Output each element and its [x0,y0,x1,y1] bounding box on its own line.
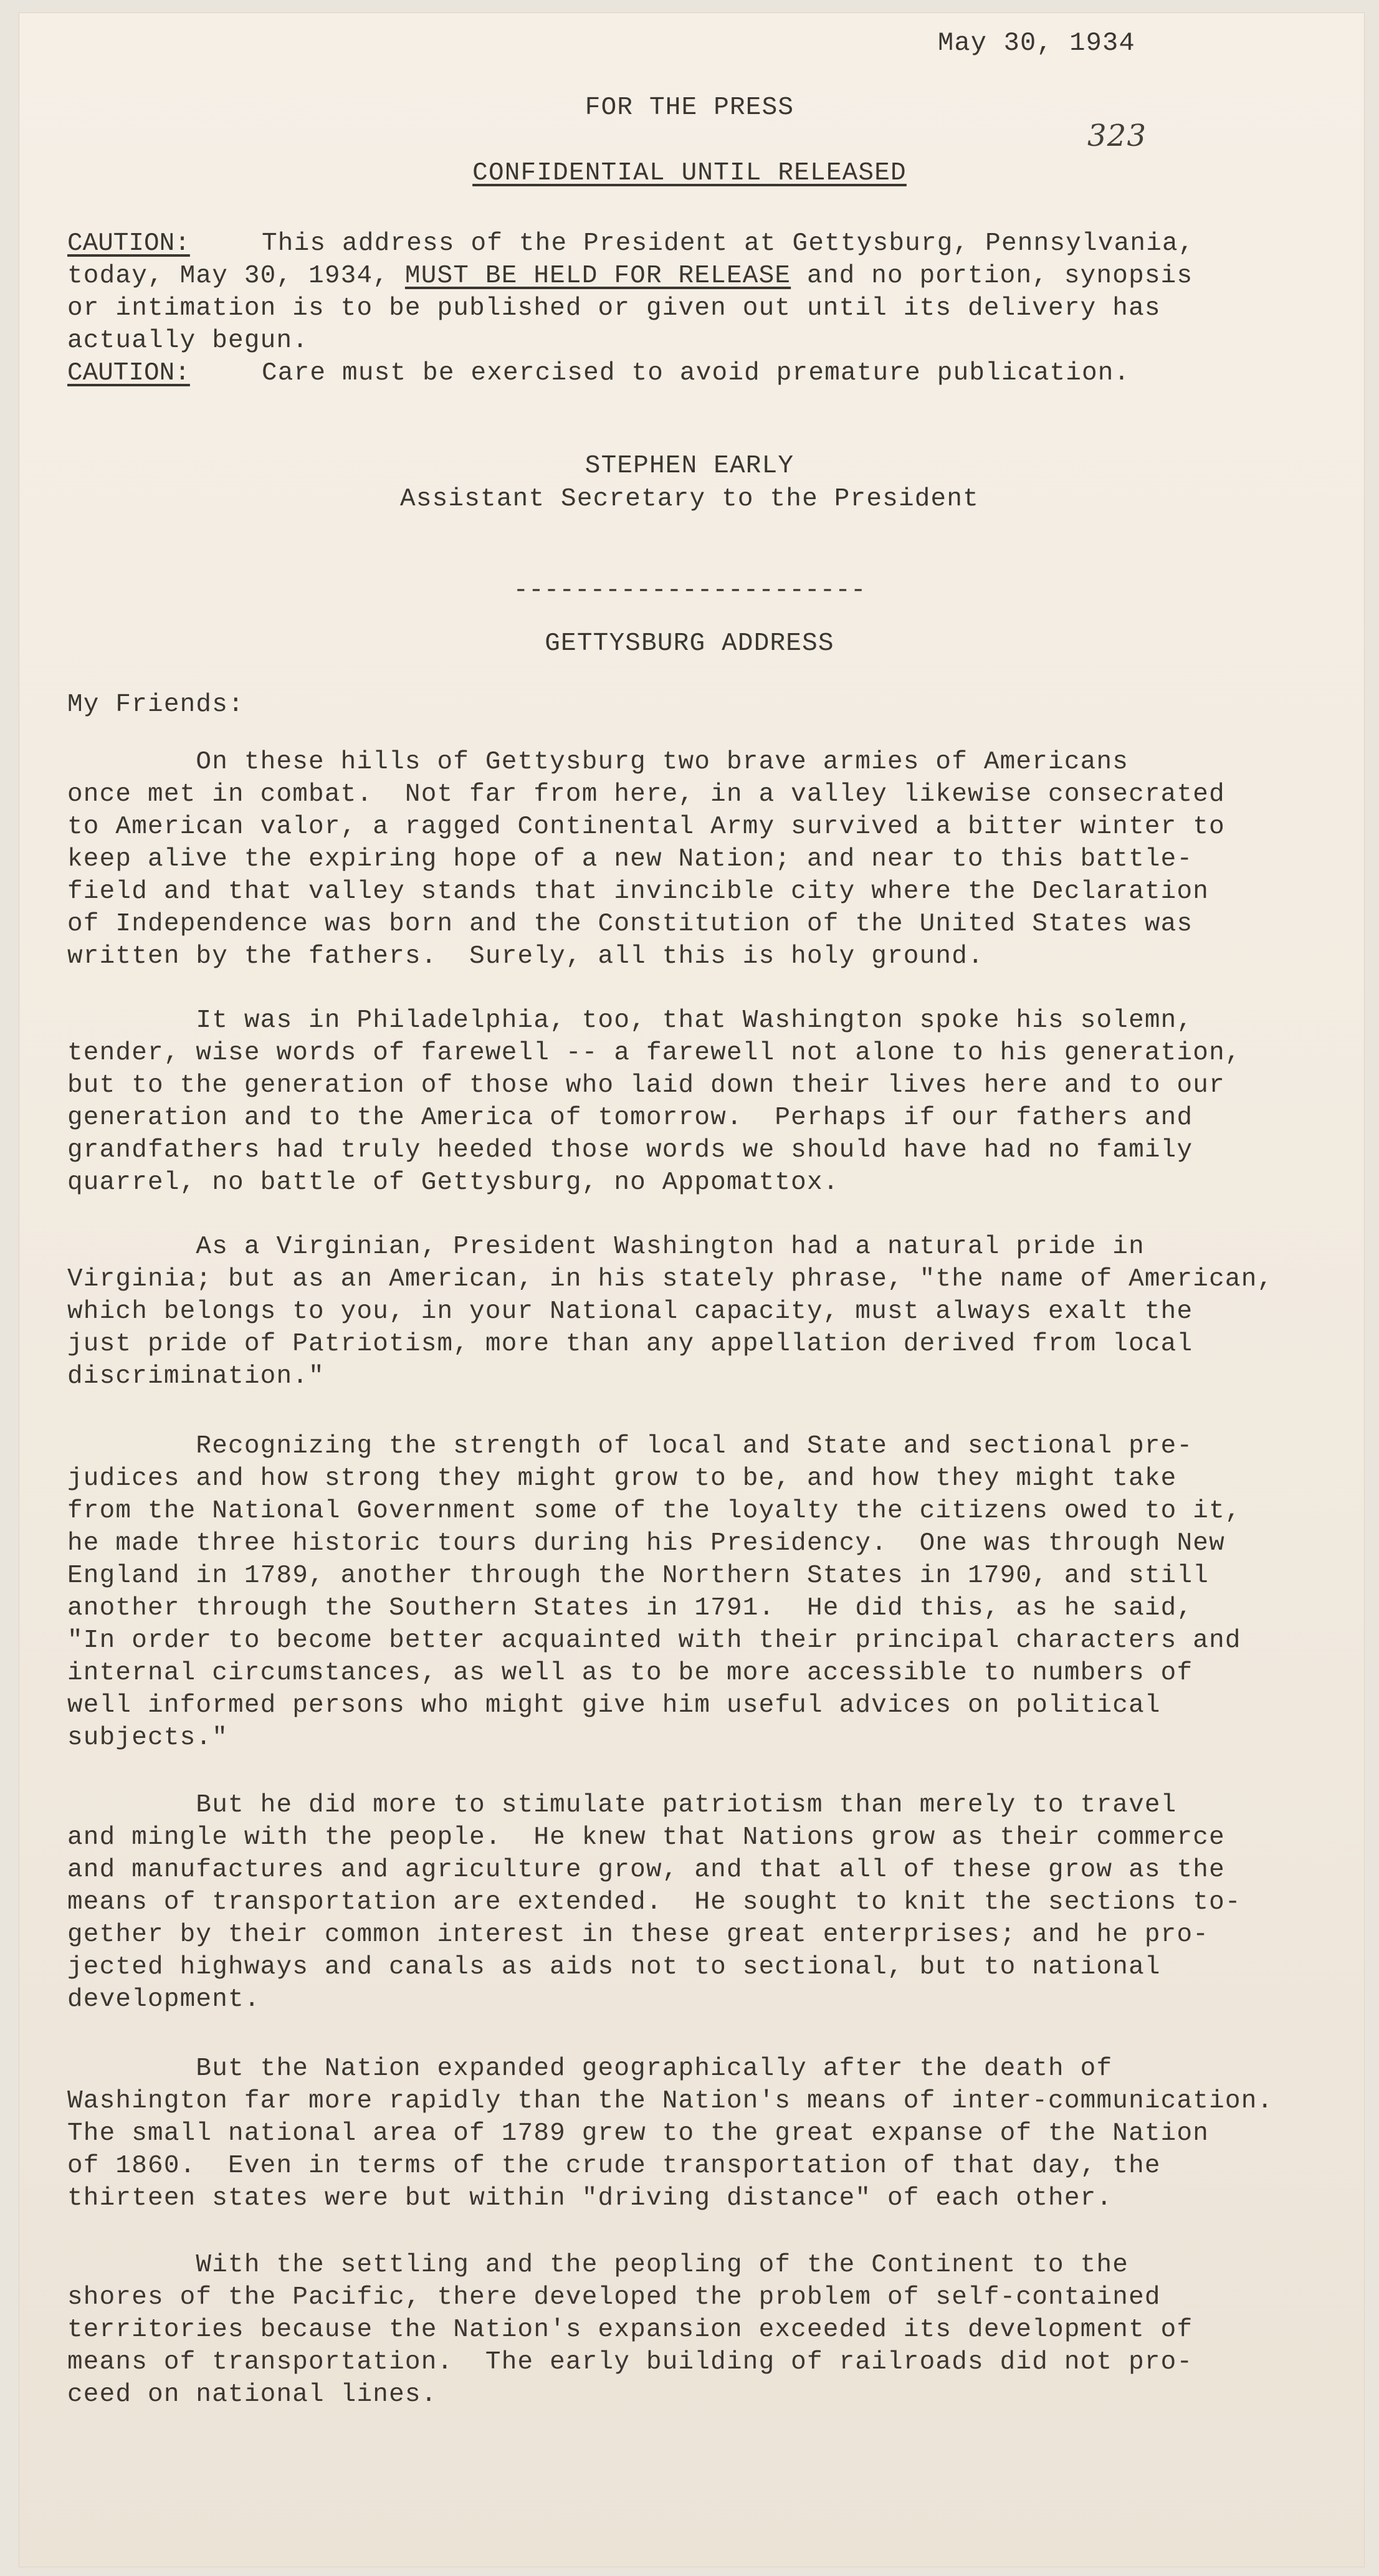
paragraph-2-line-3: but to the generation of those who laid down their lives here and to our [67,1071,1225,1100]
paragraph-3-line-4: just pride of Patriotism, more than any appellation derived from local [67,1330,1193,1358]
paragraph-4-line-1: Recognizing the strength of local and State and sectional pre- [67,1432,1193,1461]
caution-label: CAUTION: [67,229,190,258]
release-hold-notice: MUST BE HELD FOR RELEASE [404,262,791,290]
paragraph-2-line-2: tender, wise words of farewell -- a farewell not alone to his generation, [67,1039,1241,1067]
paragraph-5-line-7: development. [67,1985,260,2014]
paragraph-3-line-5: discrimination." [67,1362,325,1391]
paragraph-2-line-6: quarrel, no battle of Gettysburg, no Appomattox. [67,1168,839,1197]
paragraph-7-line-5: ceed on national lines. [67,2380,437,2409]
paragraph-1-line-4: keep alive the expiring hope of a new Nation; and near to this battle- [67,845,1193,874]
paragraph-1-line-2: once met in combat. Not far from here, in a valley likewise consecrated [67,780,1225,809]
paragraph-1-line-5: field and that valley stands that invincible city where the Declaration [67,877,1210,906]
paragraph-2-line-5: grandfathers had truly heeded those words we should have had no family [67,1136,1193,1165]
caution-line-3: or intimation is to be published or given out until its delivery has [67,294,1161,323]
signatory-title: Assistant Secretary to the President [400,485,979,513]
paragraph-6-line-2: Washington far more rapidly than the Nation's means of inter-communication. [67,2087,1274,2116]
paragraph-6-line-1: But the Nation expanded geographically after the death of [67,2054,1113,2083]
paragraph-1-line-6: of Independence was born and the Constitution of the United States was [67,910,1193,938]
paragraph-4-line-6: another through the Southern States in 1791. He did this, as he said, [67,1594,1193,1623]
paragraph-3-line-1: As a Virginian, President Washington had a natural pride in [67,1233,1145,1261]
paragraph-5-line-2: and mingle with the people. He knew that Nations grow as their commerce [67,1823,1225,1852]
paragraph-2-line-4: generation and to the America of tomorrow. Perhaps if our fathers and [67,1104,1193,1132]
caution-line-5: Care must be exercised to avoid premature publication. [262,359,1130,388]
paragraph-6-line-5: thirteen states were but within "driving distance" of each other. [67,2184,1113,2213]
paragraph-4-line-2: judices and how strong they might grow to be, and how they might take [67,1464,1177,1493]
paragraph-4-line-7: "In order to become better acquainted with their principal characters and [67,1626,1241,1655]
signatory-name: STEPHEN EARLY [585,452,794,480]
paragraph-5-line-4: means of transportation are extended. He sought to knit the sections to- [67,1888,1241,1917]
paragraph-4-line-5: England in 1789, another through the Northern States in 1790, and still [67,1562,1210,1590]
paragraph-5-line-1: But he did more to stimulate patriotism than merely to travel [67,1791,1177,1820]
handwritten-page-number: 323 [1087,118,1147,153]
paragraph-1-line-3: to American valor, a ragged Continental Army survived a bitter winter to [67,813,1225,841]
paragraph-7-line-3: territories because the Nation's expansion exceeded its development of [67,2316,1193,2344]
paragraph-7-line-2: shores of the Pacific, there developed the problem of self-contained [67,2283,1161,2312]
for-the-press-heading: FOR THE PRESS [585,93,794,122]
paragraph-3-line-3: which belongs to you, in your National capacity, must always exalt the [67,1297,1193,1326]
caution-line-1: This address of the President at Gettysburg, Pennsylvania, [262,229,1195,258]
paragraph-5-line-6: jected highways and canals as aids not to sectional, but to national [67,1953,1161,1982]
paragraph-4-line-10: subjects." [67,1724,229,1752]
paragraph-1-line-1: On these hills of Gettysburg two brave armies of Americans [67,748,1129,776]
caution-line-4: actually begun. [67,327,309,355]
paragraph-7-line-4: means of transportation. The early building of railroads did not pro- [67,2348,1193,2377]
paragraph-4-line-8: internal circumstances, as well as to be more accessible to numbers of [67,1659,1193,1687]
caution-label-2: CAUTION: [67,359,190,388]
confidential-heading: CONFIDENTIAL UNTIL RELEASED [472,159,907,188]
salutation: My Friends: [67,690,244,719]
paragraph-7-line-1: With the settling and the peopling of the Continent to the [67,2251,1129,2279]
paragraph-6-line-3: The small national area of 1789 grew to the great expanse of the Nation [67,2119,1210,2148]
paragraph-4-line-3: from the National Government some of the loyalty the citizens owed to it, [67,1497,1241,1525]
paragraph-4-line-4: he made three historic tours during his Presidency. One was through New [67,1529,1225,1558]
paragraph-1-line-7: written by the fathers. Surely, all this is holy ground. [67,942,984,971]
paragraph-4-line-9: well informed persons who might give him useful advices on political [67,1691,1161,1720]
paragraph-6-line-4: of 1860. Even in terms of the crude transportation of that day, the [67,2152,1161,2180]
paragraph-3-line-2: Virginia; but as an American, in his stately phrase, "the name of American, [67,1265,1274,1294]
address-title: GETTYSBURG ADDRESS [545,629,834,658]
divider-line: ----------------------- [513,576,866,605]
document-date: May 30, 1934 [938,28,1135,58]
paragraph-5-line-5: gether by their common interest in these great enterprises; and he pro- [67,1920,1210,1949]
paragraph-2-line-1: It was in Philadelphia, too, that Washington spoke his solemn, [67,1006,1193,1035]
paragraph-5-line-3: and manufactures and agriculture grow, and that all of these grow as the [67,1856,1225,1884]
caution-line-2: today, May 30, 1934, MUST BE HELD FOR RELEASE and no portion, synopsis [67,262,1193,290]
